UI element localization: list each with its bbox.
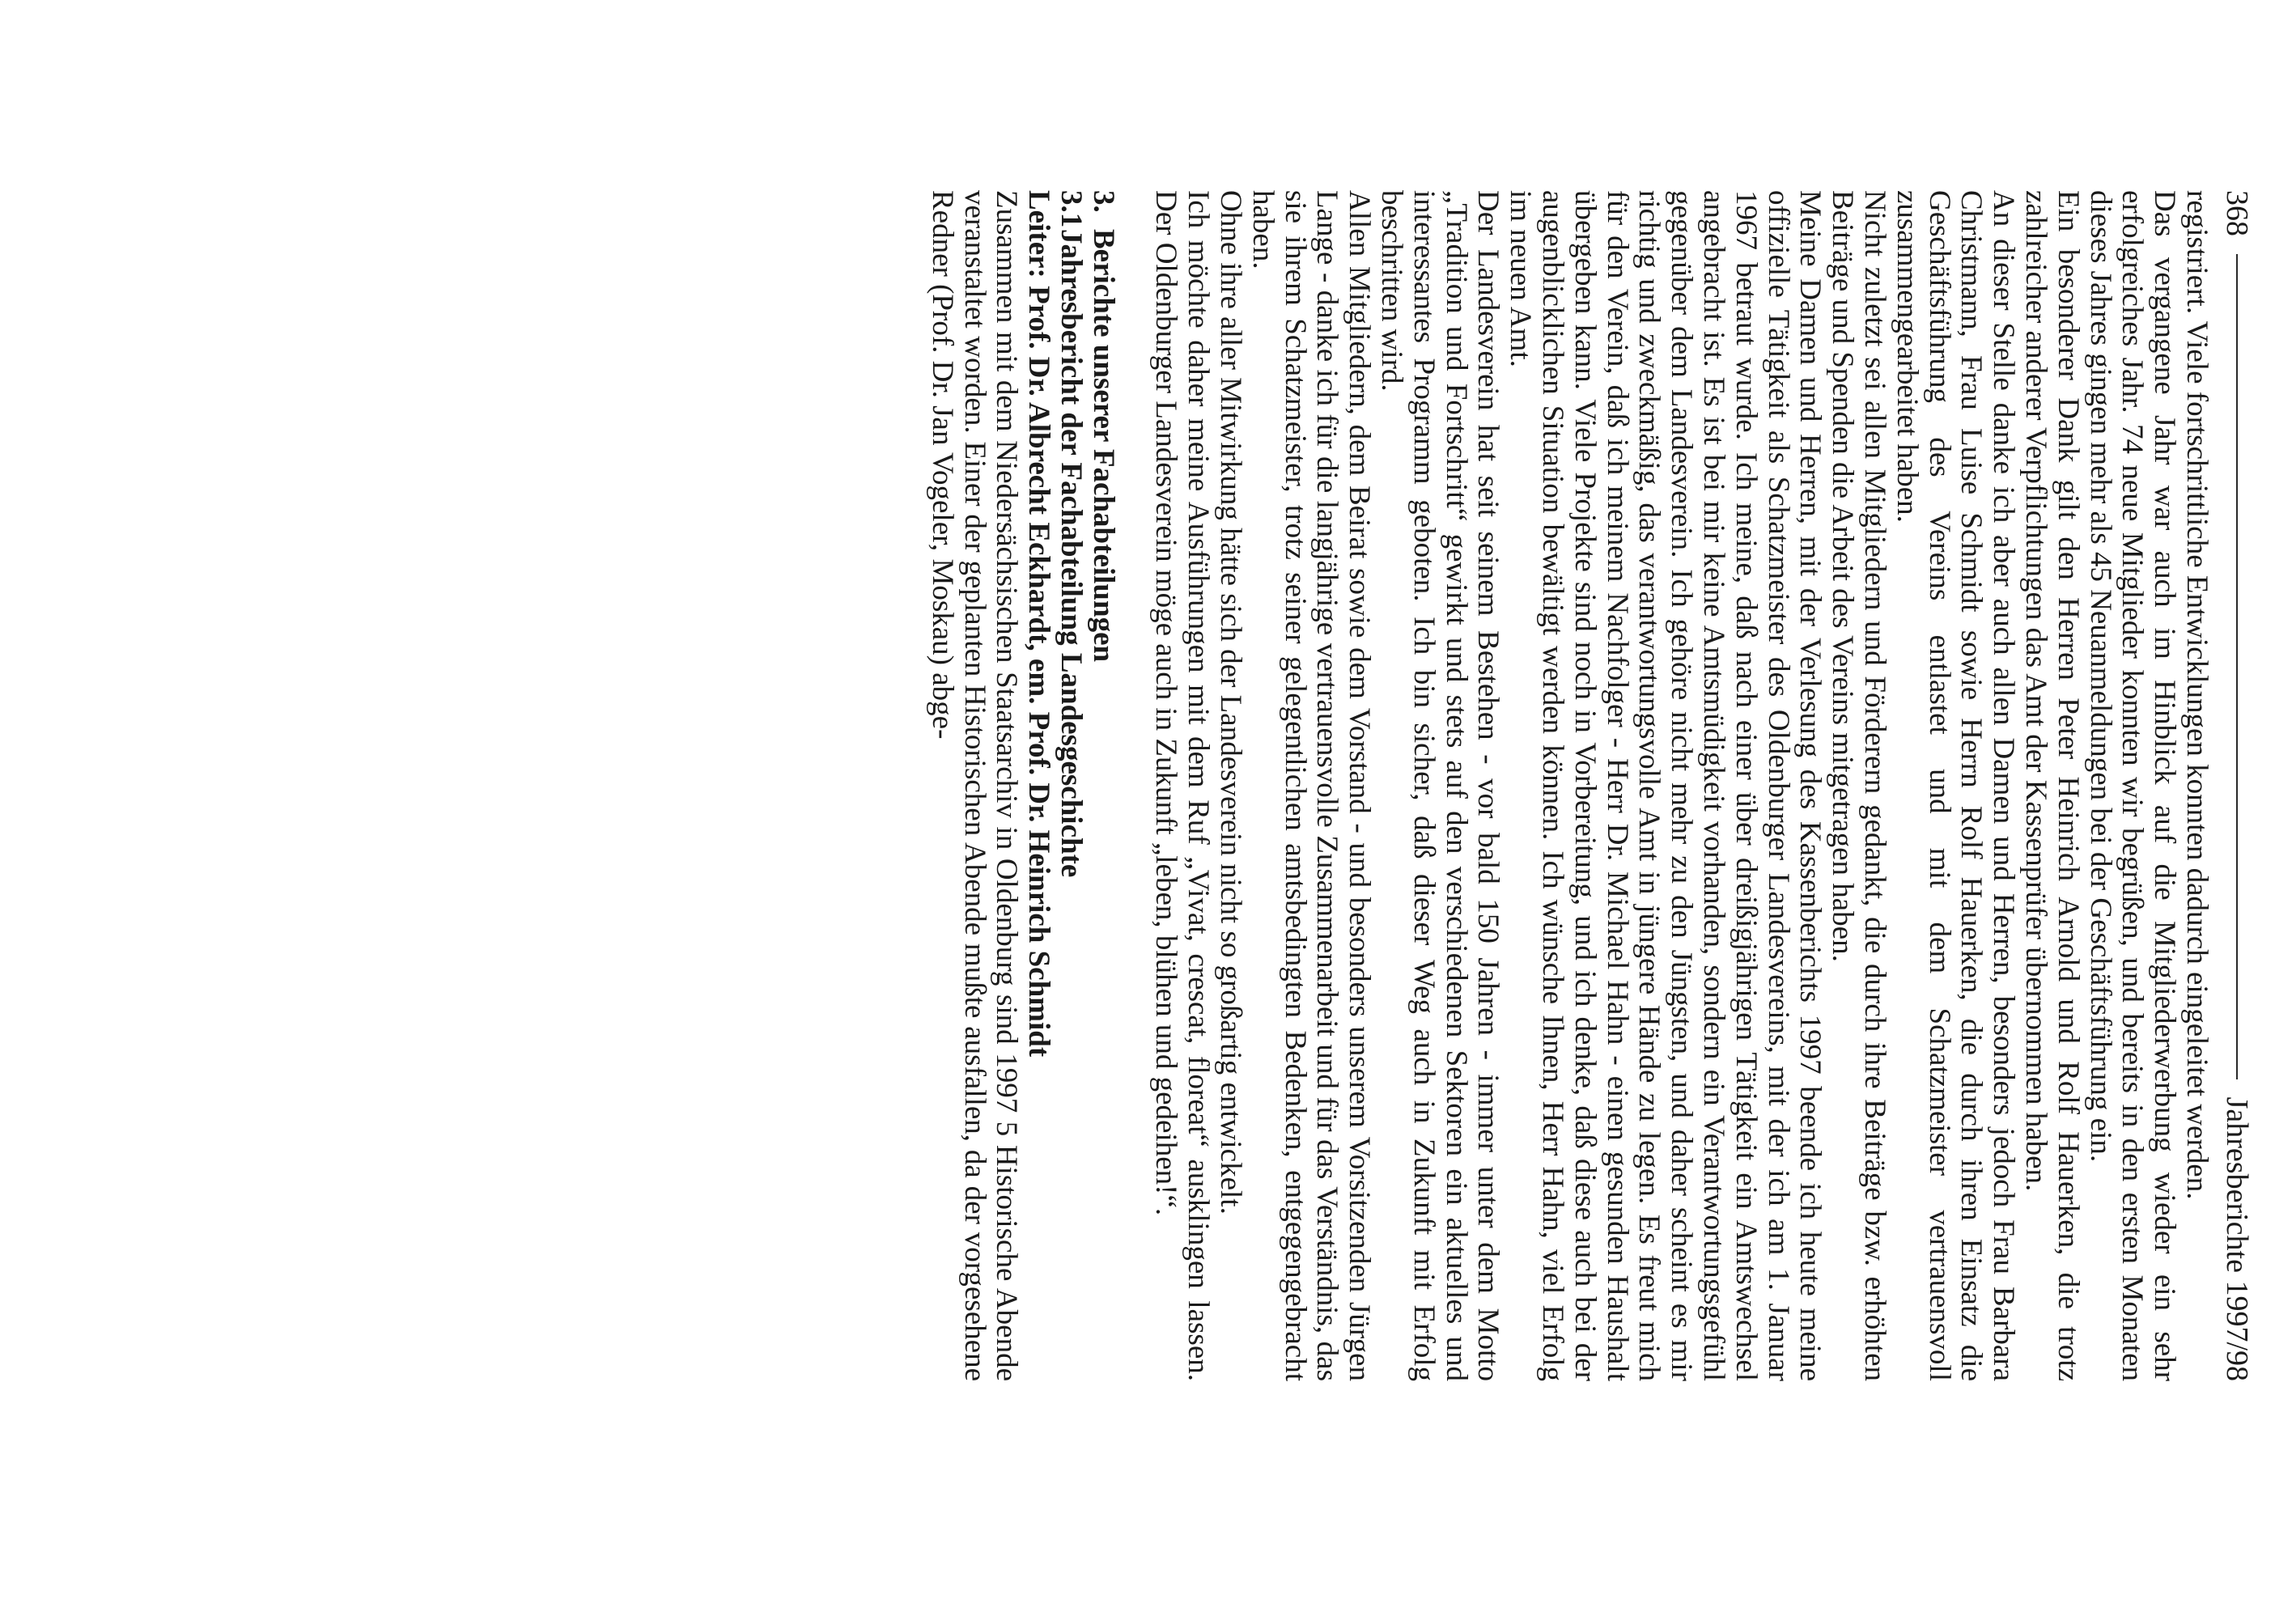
subsection-leader: Leiter: Prof. Dr. Albrecht Eckhardt, em. Prof. Dr. Heinrich Schmidt [1022, 190, 1056, 1058]
paragraph: Das vergangene Jahr war auch im Hinblick auf die Mitgliederwerbung wieder ein sehr erfolgreiches Jahr. 74 neue Mitglieder konnten wir begrüßen, und bereits in den ersten Monaten dieses Jahres gingen mehr als 45 Neuanmeldungen bei der Geschäftsführung ein. [2083, 190, 2182, 1381]
subsection-heading [1055, 190, 1087, 1381]
section-number: 3. [1086, 190, 1120, 213]
running-title: Jahresberichte 1997/98 [2220, 1096, 2254, 1381]
paragraph: Der Landesverein hat seit seinem Bestehen - vor bald 150 Jahren - immer unter dem Motto „Tradition und Fortschritt“ gewirkt und stets auf den verschiedenen Sektoren ein aktuelles und interessantes Programm geboten. Ich bin sicher, daß dieser Weg auch in Zukunft mit Erfolg beschritten wird. [1375, 190, 1505, 1381]
paragraph: registriert. Viele fortschrittliche Entwicklungen konnten dadurch eingeleitet werden. [2180, 190, 2213, 1200]
paragraph: Meine Damen und Herren, mit der Verlesung des Kassenberichts 1997 beende ich heute meine offizielle Tätigkeit als Schatzmeister des Oldenburger Landesvereins, mit der ich am 1. Januar 1967 betraut wurde. Ich meine, daß nach einer über dreißigjährigen Tätigkeit ein Amtswechsel angebracht ist. Es ist bei mir keine Amtsmüdigkeit vorhanden, sondern ein Verantwortungsgefühl gegenüber dem Landesverein. Ich gehöre nicht mehr zu den Jüngsten, und daher scheint es mir richtig und zweckmäßig, das verantwortungsvolle Amt in jüngere Hände zu legen. Es freut mich für den Verein, daß ich meinem Nachfolger - Herr Dr. Michael Hahn - einen gesunden Haushalt übergeben kann. Viele Projekte sind noch in Vorbereitung, und ich denke, daß diese auch bei der augenblicklichen Situation bewältigt werden können. Ich wünsche Ihnen, Herr Hahn, viel Erfolg im neuen Amt. [1504, 190, 1827, 1381]
section-heading [1087, 190, 1119, 1381]
section-title: Berichte unserer Fachabteilungen [1086, 229, 1120, 663]
paragraph: An dieser Stelle danke ich aber auch allen Damen und Herren, besonders jedoch Frau Barbara Christmann, Frau Luise Schmidt sowie Herrn Rolf Hauerken, die durch ihren Einsatz die Geschäftsführung des Vereins entlastet und mit dem Schatzmeister vertrauensvoll zusammengearbeitet haben. [1890, 190, 2021, 1381]
subsection-title: Jahresbericht der Fachabteilung Landesgeschichte [1054, 229, 1088, 878]
paragraph: Nicht zuletzt sei allen Mitgliedern und Förderern gedankt, die durch ihre Beiträge bzw. erhöhten Beiträge und Spenden die Arbeit des Vereins mitgetragen haben. [1826, 190, 1892, 1381]
page-number: 368 [2220, 190, 2254, 236]
paragraph: Ohne ihre aller Mitwirkung hätte sich der Landesverein nicht so großartig entwickelt. [1214, 190, 1248, 1215]
running-header [2221, 190, 2253, 1381]
paragraph: Zusammen mit dem Niedersächsischen Staatsarchiv in Oldenburg sind 1997 5 Historische Abende veranstaltet worden. Einer der geplanten Historischen Abende mußte ausfallen, da der vorgesehene Redner (Prof. Dr. Jan Vogeler, Moskau) abge- [925, 190, 1024, 1381]
paragraph: Ich möchte daher meine Ausführungen mit dem Ruf „Vivat, crescat, floreat“ ausklingen lassen. Der Oldenburger Landesverein möge auch in Zukunft „leben, blühen und gedeihen!“. [1149, 190, 1216, 1381]
page-body [926, 190, 2213, 1381]
subsection-number: 3.1 [1054, 190, 1088, 228]
header-rule [2236, 254, 2238, 1079]
paragraph: Ein besonderer Dank gilt den Herren Peter Heinrich Arnold und Rolf Hauerken, die trotz zahlreicher anderer Verpflichtungen das Amt der Kassenprüfer übernommen haben. [2019, 190, 2085, 1381]
paragraph: Allen Mitgliedern, dem Beirat sowie dem Vorstand - und besonders unserem Vorsitzenden Jürgen Lange - danke ich für die langjährige vertrauensvolle Zusammenarbeit und für das Verständnis, das sie ihrem Schatzmeister, trotz seiner gelegentlichen amtsbedingten Bedenken, entgegengebracht haben. [1246, 190, 1377, 1381]
